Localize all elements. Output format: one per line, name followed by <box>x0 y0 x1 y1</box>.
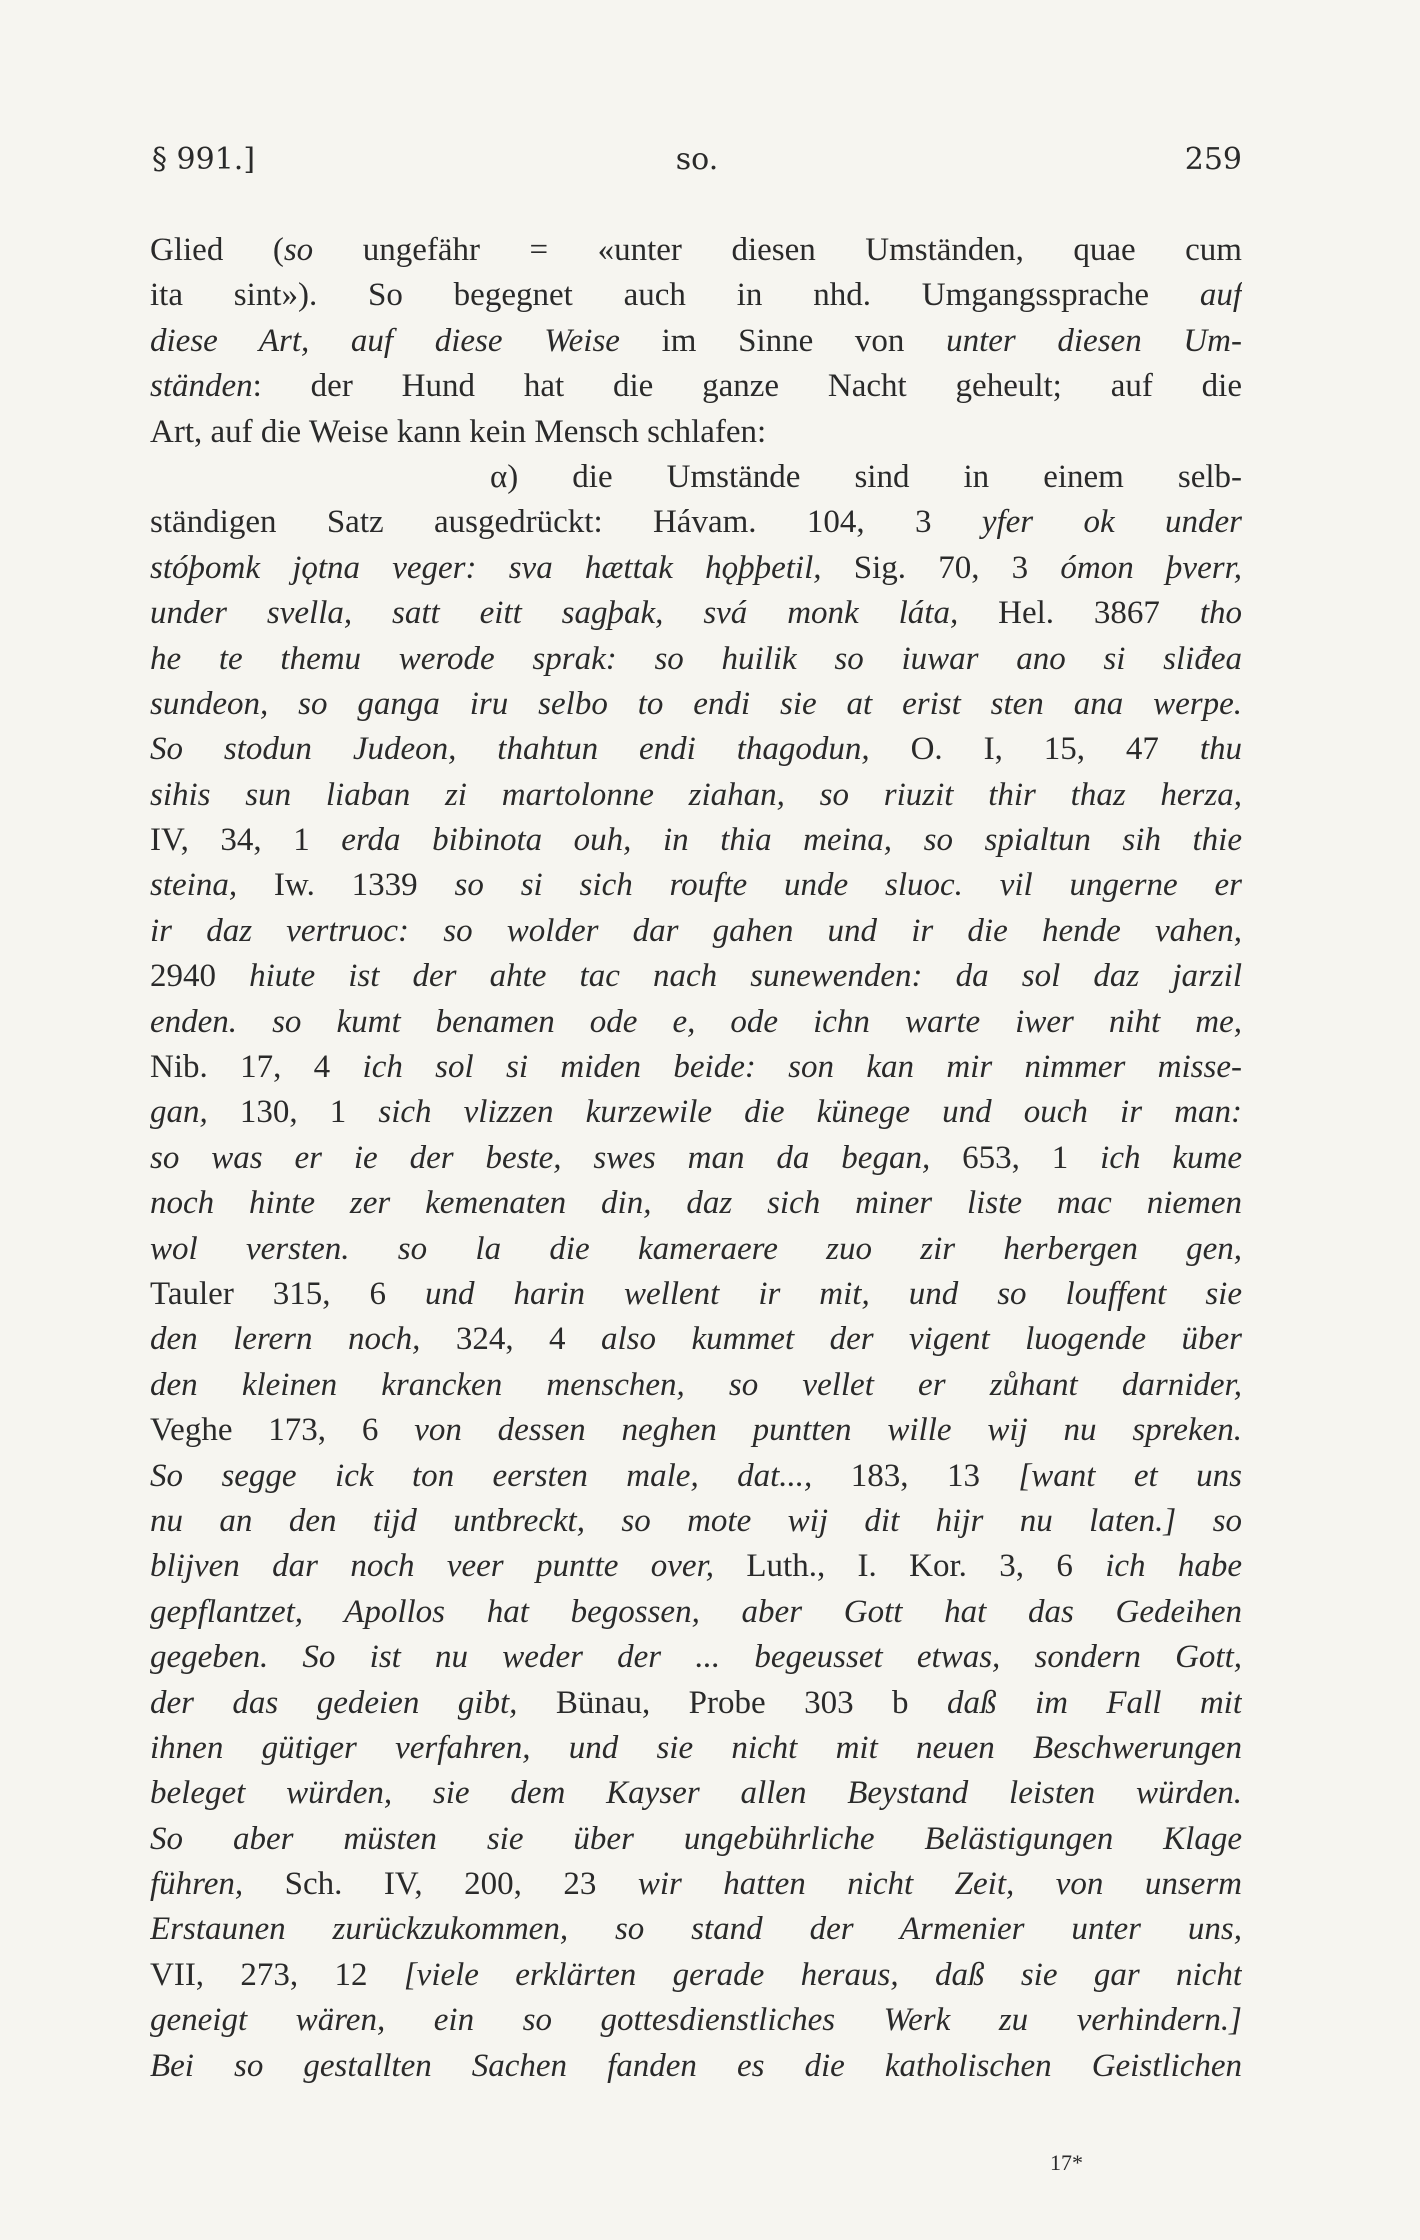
text-line <box>150 1771 1242 1816</box>
italic-text: wir hatten nicht Zeit, von unserm <box>637 1866 1242 1903</box>
italic-text: So stodun Judeon, thahtun endi thagodun, <box>150 731 870 768</box>
text-line <box>150 1590 1242 1635</box>
text-line <box>150 863 1242 908</box>
italic-text: under svella, satt eitt sagþak, svá monk láta, <box>150 595 959 632</box>
italic-text: ir daz vertruoc: so wolder dar gahen und ir die hende vahen, <box>150 912 1242 949</box>
text-segment: 183, 13 <box>812 1457 1019 1494</box>
text-segment: 653, 1 <box>930 1139 1101 1176</box>
text-segment: Luth., I. Kor. 3, 6 <box>714 1548 1106 1585</box>
text-segment: α) die Umstände sind in einem selb- <box>490 458 1242 495</box>
text-line <box>150 1454 1242 1499</box>
italic-text: beleget würden, sie dem Kayser allen Beystand leisten würden. <box>150 1775 1242 1812</box>
text-segment: ungefähr = «unter diesen Umständen, quae cum <box>313 232 1242 268</box>
italic-text: geneigt wären, ein so gottesdienstliches Werk zu verhindern.] <box>150 2002 1242 2039</box>
text-line <box>150 1499 1242 1544</box>
italic-text: So segge ick ton eersten male, dat..., <box>150 1457 813 1494</box>
text-line <box>150 1272 1242 1317</box>
section-reference: § 991.] <box>152 142 256 177</box>
italic-text: tho <box>1199 595 1242 632</box>
text-line <box>150 818 1242 863</box>
italic-text: der das gedeien gibt, <box>150 1684 518 1721</box>
italic-text: ich sol si miden beide: son kan mir nimmer misse- <box>362 1049 1242 1086</box>
text-segment: Tauler 315, 6 <box>150 1275 426 1312</box>
italic-text: also kummet der vigent luogende über <box>601 1321 1242 1358</box>
italic-text: So aber müsten sie über ungebührliche Belästigungen Klage <box>150 1820 1242 1857</box>
header-keyword: so. <box>675 142 719 177</box>
italic-text: Bei so gestallten Sachen fanden es die katholischen Geistlichen <box>150 2047 1242 2084</box>
italic-text: ständen <box>150 368 253 405</box>
italic-text: so <box>1212 1502 1242 1539</box>
italic-text: enden. so kumt benamen ode e, ode ichn warte iwer niht me, <box>150 1003 1242 1040</box>
text-line <box>150 591 1242 636</box>
italic-text: gepflantzet, Apollos hat begossen, aber Gott hat das Gedeihen <box>150 1593 1242 1630</box>
text-segment: Bünau, Probe 303 b <box>517 1684 947 1721</box>
text-line <box>150 1181 1242 1226</box>
text-segment: Art, auf die Weise kann kein Mensch schlafen: <box>150 413 767 450</box>
text-line <box>150 909 1242 954</box>
text-segment: Hel. 3867 <box>958 595 1200 632</box>
text-line <box>150 1635 1242 1680</box>
text-line <box>150 1817 1242 1862</box>
text-line <box>150 228 1242 273</box>
italic-text: [viele erklärten gerade heraus, daß sie gar nicht <box>403 1956 1242 1993</box>
italic-text: unter diesen Um- <box>946 322 1242 359</box>
italic-text: sich vlizzen kurzewile die künege und ouch ir man: <box>378 1094 1242 1131</box>
text-line <box>150 1681 1242 1726</box>
italic-text: steina, <box>150 867 238 904</box>
italic-text: erda bibinota ouh, in thia meina, so spialtun sih thie <box>341 822 1242 859</box>
text-line <box>150 1408 1242 1453</box>
italic-text: he te themu werode sprak: so huilik so iuwar ano si sliđea <box>150 640 1242 677</box>
text-segment: 324, 4 <box>420 1321 602 1358</box>
text-line <box>150 1953 1242 1998</box>
text-line <box>150 1363 1242 1408</box>
italic-text: blijven dar noch veer puntte over, <box>150 1548 715 1585</box>
text-line <box>150 1907 1242 1952</box>
text-line <box>150 954 1242 999</box>
text-line <box>150 682 1242 727</box>
text-line <box>150 455 1242 500</box>
text-line <box>150 546 1242 591</box>
running-header <box>152 142 1242 182</box>
italic-text: daß im Fall mit <box>947 1684 1242 1721</box>
text-segment: O. I, 15, 47 <box>869 731 1200 768</box>
text-segment: Glied ( <box>150 232 284 268</box>
text-line <box>150 500 1242 545</box>
text-line <box>150 1862 1242 1907</box>
italic-text: so si sich roufte unde sluoc. vil ungerne er <box>454 867 1242 904</box>
italic-text: [want et uns <box>1018 1457 1242 1494</box>
text-line <box>150 1998 1242 2043</box>
italic-text: sihis sun liaban zi martolonne ziahan, so riuzit thir thaz herza, <box>150 776 1242 813</box>
italic-text: Erstaunen zurückzukommen, so stand der Armenier unter uns, <box>150 1911 1242 1948</box>
text-segment: Sig. 70, 3 <box>821 549 1061 586</box>
text-line <box>150 773 1242 818</box>
page-number: 259 <box>1184 142 1242 177</box>
italic-text: so was er ie der beste, swes man da began, <box>150 1139 931 1176</box>
text-line <box>150 637 1242 682</box>
text-line <box>150 319 1242 364</box>
text-line <box>150 1045 1242 1090</box>
text-segment: im Sinne von <box>619 322 947 359</box>
text-segment <box>1176 1503 1212 1539</box>
italic-text: wol versten. so la die kameraere zuo zir herbergen gen, <box>150 1230 1242 1267</box>
italic-text: ich habe <box>1105 1548 1242 1585</box>
text-segment: Nib. 17, 4 <box>150 1049 363 1086</box>
text-line <box>150 1544 1242 1589</box>
text-segment: ständigen Satz ausgedrückt: Hávam. 104, 3 <box>150 504 982 541</box>
text-segment: 130, 1 <box>207 1094 379 1131</box>
text-line <box>150 1136 1242 1181</box>
italic-text: noch hinte zer kemenaten din, daz sich miner liste mac niemen <box>150 1185 1242 1222</box>
italic-text: gegeben. So ist nu weder der ... begeusset etwas, sondern Gott, <box>150 1639 1242 1676</box>
text-segment: Veghe 173, 6 <box>150 1412 415 1449</box>
text-line <box>150 1317 1242 1362</box>
text-segment: Sch. IV, 200, 23 <box>243 1866 638 1903</box>
text-segment: IV, 34, 1 <box>150 822 342 859</box>
text-line <box>150 1227 1242 1272</box>
italic-text: nu an den tijd untbreckt, so mote wij dit hijr nu laten.] <box>150 1502 1177 1539</box>
italic-text: den kleinen krancken menschen, so vellet er zůhant darnider, <box>150 1366 1242 1403</box>
italic-text: auf <box>1199 277 1242 314</box>
italic-text: und harin wellent ir mit, und so louffent sie <box>425 1275 1242 1312</box>
text-line <box>150 2044 1242 2089</box>
italic-text: ich kume <box>1100 1139 1242 1176</box>
text-segment: Iw. 1339 <box>237 867 455 904</box>
italic-text: sundeon, so ganga iru selbo to endi sie at erist sten ana werpe. <box>150 685 1242 722</box>
italic-text: von dessen neghen puntten wille wij nu spreken. <box>414 1412 1242 1449</box>
italic-text: thu <box>1199 731 1242 768</box>
italic-text: führen, <box>150 1866 244 1903</box>
text-segment: 2940 <box>150 958 250 995</box>
signature-mark: 17* <box>1050 2150 1083 2175</box>
italic-text: den lerern noch, <box>150 1321 421 1358</box>
text-line <box>150 364 1242 409</box>
italic-text: stóþomk jǫtna veger: sva hættak hǫþþetil, <box>150 549 822 586</box>
italic-text: so <box>283 232 314 268</box>
text-line <box>150 727 1242 772</box>
text-line <box>150 1726 1242 1771</box>
italic-text: ihnen gütiger verfahren, und sie nicht mit neuen Beschwerungen <box>150 1729 1242 1766</box>
body-text <box>150 228 1242 2089</box>
text-line <box>150 1090 1242 1135</box>
text-line <box>150 273 1242 318</box>
italic-text: ómon þverr, <box>1060 549 1242 586</box>
text-line <box>150 410 1242 455</box>
italic-text: yfer ok under <box>981 504 1242 541</box>
italic-text: diese Art, auf diese Weise <box>150 322 620 359</box>
italic-text: gan, <box>150 1094 208 1131</box>
text-segment: ita sint»). So begegnet auch in nhd. Umgangssprache <box>150 277 1200 314</box>
text-segment: : der Hund hat die ganze Nacht geheult; auf die <box>252 368 1242 405</box>
italic-text: hiute ist der ahte tac nach sunewenden: da sol daz jarzil <box>249 958 1242 995</box>
text-segment: VII, 273, 12 <box>150 1956 404 1993</box>
text-line <box>150 1000 1242 1045</box>
